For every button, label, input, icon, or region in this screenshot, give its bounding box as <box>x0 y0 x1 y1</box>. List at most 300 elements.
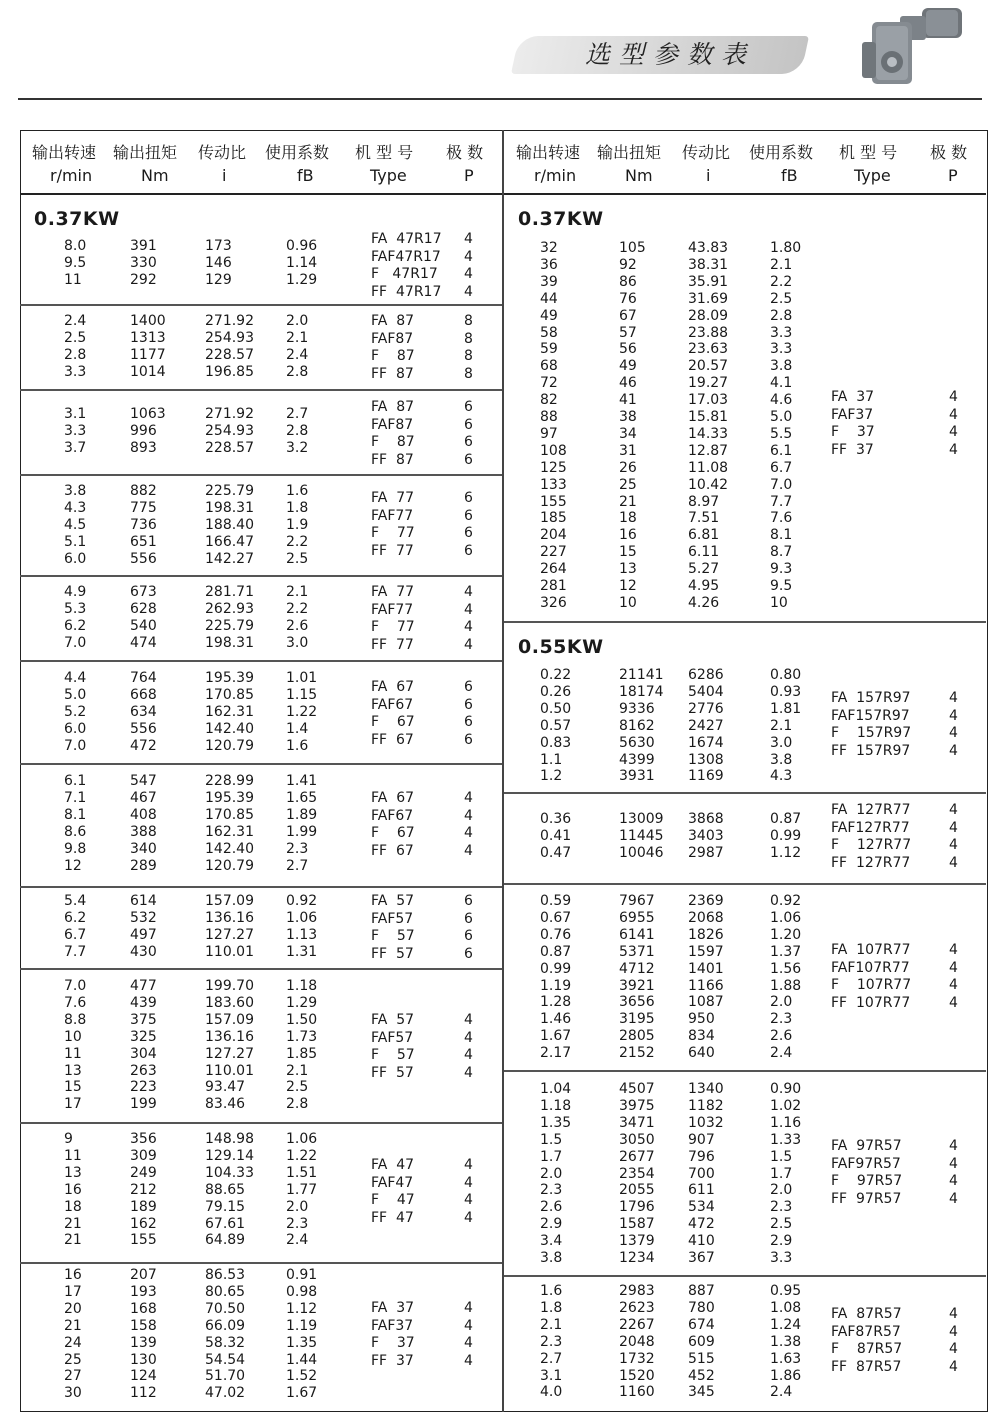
factor-value: 4.3 <box>770 768 793 785</box>
factor-value: 1.8 <box>286 499 309 516</box>
type-model: F 67 <box>371 714 415 730</box>
speed-value: 0.76 <box>540 926 572 943</box>
speed-header: 输出转速 <box>516 143 581 162</box>
ratio-value: 170.85 <box>205 806 254 823</box>
factor-value: 3.0 <box>770 734 793 751</box>
torque-value: 18174 <box>619 683 664 700</box>
poles-header: 极 数 <box>930 143 968 162</box>
factor-value: 2.1 <box>770 256 793 273</box>
speed-value: 44 <box>540 290 558 307</box>
factor-value: 2.3 <box>770 1199 793 1216</box>
group-separator <box>504 792 986 794</box>
ratio-value: 43.83 <box>688 240 729 256</box>
speed-value: 6.0 <box>64 720 87 737</box>
ratio-value: 166.47 <box>205 533 254 550</box>
factor-value: 1.85 <box>286 1045 318 1062</box>
torque-unit: Nm <box>625 166 653 185</box>
type-model: FF 87R57 <box>831 1358 902 1375</box>
speed-value: 1.35 <box>540 1114 572 1131</box>
speed-value: 3.4 <box>540 1233 563 1250</box>
group-separator <box>20 1122 502 1124</box>
speed-value: 0.50 <box>540 700 572 717</box>
factor-value: 0.87 <box>770 811 802 827</box>
ratio-value: 142.27 <box>205 550 254 567</box>
ratio-value: 183.60 <box>205 994 254 1011</box>
factor-value: 2.8 <box>770 307 793 324</box>
ratio-value: 110.01 <box>205 1062 254 1079</box>
speed-value: 3.3 <box>64 422 87 439</box>
pole-count: 4 <box>949 1138 958 1154</box>
torque-value: 408 <box>130 806 157 823</box>
torque-value: 388 <box>130 823 157 840</box>
torque-value: 330 <box>130 254 157 271</box>
torque-value: 92 <box>619 256 637 273</box>
factor-value: 10 <box>770 594 788 611</box>
ratio-value: 146 <box>205 254 232 271</box>
ratio-value: 127.27 <box>205 926 254 943</box>
type-model: F 87 <box>371 348 415 364</box>
pole-count: 4 <box>949 854 958 871</box>
type-model: F 157R97 <box>831 725 912 741</box>
torque-value: 130 <box>130 1351 157 1368</box>
factor-value: 2.0 <box>770 994 793 1011</box>
ratio-value: 609 <box>688 1333 715 1350</box>
speed-value: 4.0 <box>540 1384 563 1401</box>
factor-value: 2.3 <box>286 1215 309 1232</box>
speed-value: 155 <box>540 493 567 510</box>
speed-value: 17 <box>64 1283 82 1300</box>
factor-value: 1.29 <box>286 994 318 1011</box>
speed-value: 5.2 <box>64 703 87 720</box>
speed-value: 2.1 <box>540 1316 563 1333</box>
type-model: F 37 <box>831 424 875 440</box>
torque-value: 2267 <box>619 1316 655 1333</box>
factor-unit: fB <box>781 166 798 185</box>
type-model: FA 97R57 <box>831 1138 902 1154</box>
factor-value: 1.19 <box>286 1317 318 1334</box>
ratio-value: 79.15 <box>205 1198 246 1215</box>
ratio-value: 88.65 <box>205 1181 246 1198</box>
torque-value: 249 <box>130 1164 157 1181</box>
type-model: FA 57 <box>371 893 415 909</box>
factor-value: 1.15 <box>286 686 318 703</box>
torque-value: 651 <box>130 533 157 550</box>
speed-value: 7.6 <box>64 994 87 1011</box>
factor-value: 5.5 <box>770 425 793 442</box>
speed-value: 5.0 <box>64 686 87 703</box>
type-model: FA 87 <box>371 313 415 329</box>
ratio-value: 345 <box>688 1384 715 1401</box>
type-model: FAF57 <box>371 910 414 927</box>
factor-value: 1.37 <box>770 943 802 960</box>
ratio-value: 534 <box>688 1199 715 1216</box>
pole-count: 4 <box>949 1190 958 1207</box>
type-model: FA 157R97 <box>831 690 911 706</box>
ratio-value: 80.65 <box>205 1283 246 1300</box>
speed-value: 21 <box>64 1215 82 1232</box>
speed-value: 0.87 <box>540 943 572 960</box>
gear-motor-image <box>862 2 966 94</box>
pole-count: 4 <box>464 266 473 282</box>
torque-value: 13 <box>619 561 637 578</box>
ratio-value: 64.89 <box>205 1232 246 1249</box>
type-model: FF 77 <box>371 542 414 559</box>
factor-value: 0.90 <box>770 1081 802 1097</box>
ratio-value: 2369 <box>688 893 724 909</box>
speed-value: 32 <box>540 240 558 256</box>
ratio-value: 162.31 <box>205 703 254 720</box>
speed-value: 82 <box>540 392 558 409</box>
torque-value: 8162 <box>619 717 655 734</box>
ratio-value: 262.93 <box>205 600 254 617</box>
factor-value: 1.63 <box>770 1350 802 1367</box>
ratio-value: 129.14 <box>205 1147 254 1164</box>
speed-value: 326 <box>540 594 567 611</box>
ratio-value: 228.57 <box>205 439 254 456</box>
factor-value: 2.5 <box>286 550 309 567</box>
pole-count: 4 <box>464 1012 473 1028</box>
torque-value: 162 <box>130 1215 157 1232</box>
speed-value: 68 <box>540 358 558 375</box>
speed-value: 2.5 <box>64 329 87 346</box>
factor-value: 1.99 <box>286 823 318 840</box>
ratio-value: 58.32 <box>205 1334 246 1351</box>
pole-count: 6 <box>464 490 473 506</box>
pole-count: 4 <box>949 406 958 423</box>
factor-value: 2.2 <box>770 273 793 290</box>
factor-value: 1.24 <box>770 1316 802 1333</box>
ratio-value: 228.99 <box>205 773 254 789</box>
speed-value: 0.67 <box>540 909 572 926</box>
ratio-value: 1308 <box>688 751 724 768</box>
pole-count: 4 <box>949 977 958 993</box>
ratio-value: 281.71 <box>205 584 254 600</box>
poles-header: 极 数 <box>446 143 484 162</box>
type-model: FF 47 <box>371 1209 414 1226</box>
torque-value: 1379 <box>619 1233 655 1250</box>
speed-value: 49 <box>540 307 558 324</box>
type-model: FF 67 <box>371 731 414 748</box>
type-header: 机 型 号 <box>355 143 414 162</box>
ratio-value: 14.33 <box>688 425 729 442</box>
type-model: FA 67 <box>371 790 415 806</box>
ratio-value: 157.09 <box>205 893 254 909</box>
torque-header: 输出扭矩 <box>597 143 662 162</box>
pole-count: 6 <box>464 416 473 433</box>
ratio-value: 19.27 <box>688 375 729 392</box>
speed-value: 13 <box>64 1062 82 1079</box>
group-separator <box>20 763 502 765</box>
factor-value: 1.81 <box>770 700 802 717</box>
pole-count: 8 <box>464 365 473 382</box>
ratio-value: 23.63 <box>688 341 729 358</box>
torque-value: 56 <box>619 341 637 358</box>
speed-value: 97 <box>540 425 558 442</box>
speed-value: 30 <box>64 1385 82 1402</box>
group-separator <box>504 1275 986 1277</box>
torque-value: 9336 <box>619 700 655 717</box>
speed-value: 7.0 <box>64 978 87 994</box>
ratio-value: 10.42 <box>688 476 729 493</box>
factor-value: 8.1 <box>770 527 793 544</box>
speed-value: 1.1 <box>540 751 563 768</box>
torque-value: 775 <box>130 499 157 516</box>
speed-value: 7.7 <box>64 943 87 960</box>
ratio-value: 3403 <box>688 827 724 844</box>
speed-value: 4.4 <box>64 670 87 686</box>
torque-value: 76 <box>619 290 637 307</box>
factor-value: 1.12 <box>770 844 802 861</box>
speed-value: 1.5 <box>540 1131 563 1148</box>
torque-value: 430 <box>130 943 157 960</box>
speed-value: 2.3 <box>540 1333 563 1350</box>
speed-value: 21 <box>64 1232 82 1249</box>
factor-value: 1.73 <box>286 1028 318 1045</box>
speed-value: 0.83 <box>540 734 572 751</box>
type-model: FAF47R17 <box>371 248 441 265</box>
factor-value: 7.0 <box>770 476 793 493</box>
type-model: FAF37 <box>831 406 874 423</box>
torque-value: 1796 <box>619 1199 655 1216</box>
pole-count: 4 <box>949 1358 958 1375</box>
torque-value: 467 <box>130 789 157 806</box>
group-separator <box>20 660 502 662</box>
ratio-value: 51.70 <box>205 1368 246 1385</box>
type-model: F 77 <box>371 525 415 541</box>
factor-value: 2.0 <box>286 1198 309 1215</box>
torque-value: 2055 <box>619 1182 655 1199</box>
ratio-value: 7.51 <box>688 510 720 527</box>
type-model: FF 127R77 <box>831 854 911 871</box>
factor-value: 1.77 <box>286 1181 318 1198</box>
speed-value: 88 <box>540 409 558 425</box>
torque-unit: Nm <box>141 166 169 185</box>
type-model: FA 67 <box>371 679 415 695</box>
factor-value: 2.4 <box>770 1045 793 1062</box>
torque-value: 158 <box>130 1317 157 1334</box>
type-model: FF 37 <box>371 1352 414 1369</box>
torque-value: 199 <box>130 1096 157 1113</box>
speed-value: 4.5 <box>64 516 87 533</box>
torque-value: 6141 <box>619 926 655 943</box>
speed-value: 3.3 <box>64 363 87 380</box>
speed-value: 15 <box>64 1079 82 1096</box>
ratio-unit: i <box>706 166 711 185</box>
speed-value: 39 <box>540 273 558 290</box>
ratio-value: 5.27 <box>688 561 720 578</box>
speed-value: 8.0 <box>64 238 87 254</box>
ratio-value: 120.79 <box>205 737 254 754</box>
torque-value: 996 <box>130 422 157 439</box>
type-unit: Type <box>370 166 407 185</box>
torque-value: 3471 <box>619 1114 655 1131</box>
torque-value: 304 <box>130 1045 157 1062</box>
speed-value: 25 <box>64 1351 82 1368</box>
speed-value: 16 <box>64 1181 82 1198</box>
speed-value: 9.5 <box>64 254 87 271</box>
torque-value: 1400 <box>130 313 166 329</box>
factor-value: 2.6 <box>770 1028 793 1045</box>
torque-value: 668 <box>130 686 157 703</box>
speed-value: 3.1 <box>540 1367 563 1384</box>
speed-value: 17 <box>64 1096 82 1113</box>
type-model: FAF87 <box>371 330 414 347</box>
ratio-value: 11.08 <box>688 459 729 476</box>
ratio-value: 1826 <box>688 926 724 943</box>
torque-value: 4507 <box>619 1081 655 1097</box>
ratio-value: 1597 <box>688 943 724 960</box>
type-model: FF 87 <box>371 365 414 382</box>
torque-value: 139 <box>130 1334 157 1351</box>
ratio-value: 23.88 <box>688 324 729 341</box>
pole-count: 4 <box>949 725 958 741</box>
type-model: FF 157R97 <box>831 742 911 759</box>
factor-value: 1.31 <box>286 943 318 960</box>
speed-header: 输出转速 <box>32 143 97 162</box>
ratio-value: 198.31 <box>205 499 254 516</box>
factor-value: 2.4 <box>286 1232 309 1249</box>
speed-value: 27 <box>64 1368 82 1385</box>
factor-value: 1.20 <box>770 926 802 943</box>
factor-value: 1.4 <box>286 720 309 737</box>
ratio-value: 66.09 <box>205 1317 246 1334</box>
torque-value: 375 <box>130 1011 157 1028</box>
factor-value: 1.86 <box>770 1367 802 1384</box>
ratio-value: 700 <box>688 1165 715 1182</box>
factor-value: 1.52 <box>286 1368 318 1385</box>
speed-value: 281 <box>540 578 567 594</box>
torque-value: 309 <box>130 1147 157 1164</box>
speed-value: 5.1 <box>64 533 87 550</box>
torque-value: 189 <box>130 1198 157 1215</box>
header-rule <box>18 98 982 100</box>
factor-value: 2.3 <box>770 1011 793 1028</box>
ratio-value: 20.57 <box>688 358 729 375</box>
torque-value: 3975 <box>619 1097 655 1114</box>
factor-value: 0.99 <box>770 827 802 844</box>
pole-count: 4 <box>949 994 958 1011</box>
torque-value: 15 <box>619 544 637 561</box>
ratio-value: 162.31 <box>205 823 254 840</box>
speed-value: 11 <box>64 1045 82 1062</box>
ratio-value: 452 <box>688 1367 715 1384</box>
speed-value: 58 <box>540 324 558 341</box>
type-model: F 37 <box>371 1335 415 1351</box>
group-separator <box>20 474 502 476</box>
torque-value: 112 <box>130 1385 157 1402</box>
torque-value: 263 <box>130 1062 157 1079</box>
left-table-header <box>22 132 502 196</box>
factor-value: 1.06 <box>286 1131 318 1147</box>
torque-value: 12 <box>619 578 637 594</box>
pole-count: 4 <box>949 1173 958 1189</box>
ratio-value: 120.79 <box>205 857 254 874</box>
pole-count: 4 <box>464 248 473 265</box>
torque-value: 5371 <box>619 943 655 960</box>
speed-value: 4.9 <box>64 584 87 600</box>
ratio-header: 传动比 <box>198 143 247 162</box>
torque-value: 49 <box>619 358 637 375</box>
ratio-header: 传动比 <box>682 143 731 162</box>
ratio-value: 1166 <box>688 977 724 994</box>
type-model: FAF87 <box>371 416 414 433</box>
type-model: FA 107R77 <box>831 942 911 958</box>
torque-value: 193 <box>130 1283 157 1300</box>
factor-value: 2.1 <box>286 329 309 346</box>
pole-count: 6 <box>464 525 473 541</box>
factor-value: 3.3 <box>770 324 793 341</box>
ratio-value: 640 <box>688 1045 715 1062</box>
pole-count: 4 <box>949 837 958 853</box>
torque-value: 3050 <box>619 1131 655 1148</box>
speed-unit: r/min <box>534 166 577 185</box>
factor-value: 0.95 <box>770 1283 802 1299</box>
ratio-value: 271.92 <box>205 313 254 329</box>
factor-value: 1.06 <box>770 909 802 926</box>
speed-value: 0.47 <box>540 844 572 861</box>
ratio-value: 15.81 <box>688 409 729 425</box>
pole-count: 4 <box>464 1209 473 1226</box>
type-model: F 57 <box>371 1047 415 1063</box>
ratio-value: 3868 <box>688 811 724 827</box>
ratio-value: 1032 <box>688 1114 724 1131</box>
factor-value: 1.80 <box>770 240 802 256</box>
speed-value: 7.0 <box>64 634 87 651</box>
speed-value: 108 <box>540 442 567 459</box>
torque-value: 764 <box>130 670 157 686</box>
type-model: F 127R77 <box>831 837 912 853</box>
ratio-value: 225.79 <box>205 483 254 499</box>
pole-count: 4 <box>949 424 958 440</box>
ratio-value: 2427 <box>688 717 724 734</box>
type-model: F 97R57 <box>831 1173 903 1189</box>
type-model: FAF67 <box>371 807 414 824</box>
type-model: FAF57 <box>371 1029 414 1046</box>
speed-value: 264 <box>540 561 567 578</box>
torque-header: 输出扭矩 <box>113 143 178 162</box>
speed-value: 2.3 <box>540 1182 563 1199</box>
torque-value: 21141 <box>619 667 664 683</box>
type-model: FF 57 <box>371 945 414 962</box>
pole-count: 4 <box>464 1352 473 1369</box>
speed-value: 8.6 <box>64 823 87 840</box>
speed-value: 3.8 <box>64 483 87 499</box>
factor-value: 1.67 <box>286 1385 318 1402</box>
torque-value: 10046 <box>619 844 664 861</box>
pole-count: 6 <box>464 542 473 559</box>
type-model: FA 47 <box>371 1157 415 1173</box>
pole-count: 4 <box>949 1341 958 1357</box>
pole-count: 4 <box>949 1306 958 1322</box>
ratio-value: 136.16 <box>205 909 254 926</box>
ratio-value: 907 <box>688 1131 715 1148</box>
torque-value: 34 <box>619 425 637 442</box>
factor-value: 2.1 <box>286 584 309 600</box>
torque-value: 2048 <box>619 1333 655 1350</box>
speed-value: 8.1 <box>64 806 87 823</box>
factor-value: 0.91 <box>286 1267 318 1283</box>
ratio-value: 1340 <box>688 1081 724 1097</box>
factor-value: 1.6 <box>286 737 309 754</box>
torque-value: 1177 <box>130 346 166 363</box>
torque-value: 57 <box>619 324 637 341</box>
factor-value: 2.5 <box>770 1216 793 1233</box>
factor-value: 0.96 <box>286 238 318 254</box>
ratio-value: 198.31 <box>205 634 254 651</box>
pole-count: 4 <box>464 231 473 247</box>
speed-value: 1.46 <box>540 1011 572 1028</box>
pole-count: 4 <box>949 742 958 759</box>
